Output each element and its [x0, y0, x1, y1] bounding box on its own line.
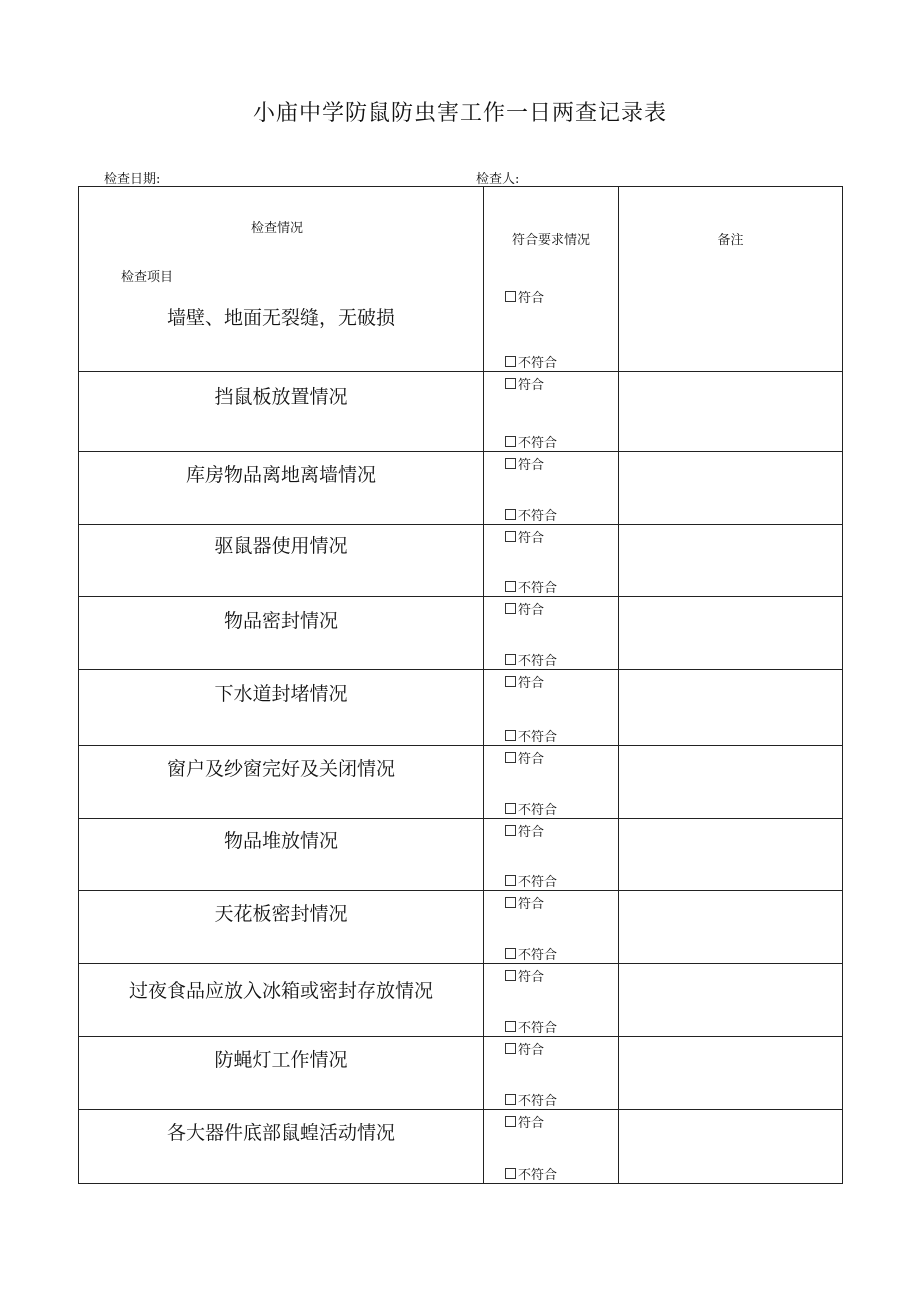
compliant-checkbox-option[interactable] — [505, 893, 544, 912]
inspection-item-text: 墙壁、地面无裂缝，无破损 — [166, 306, 395, 329]
inspection-item-text: 下水道封堵情况 — [214, 683, 348, 705]
checkbox-icon[interactable] — [505, 1021, 516, 1032]
checkbox-icon[interactable] — [505, 581, 516, 592]
noncompliant-label: 不符合 — [518, 1021, 558, 1036]
header-item: 检查项目 — [121, 270, 174, 285]
compliant-checkbox-option[interactable] — [505, 287, 544, 306]
checkbox-icon[interactable] — [505, 356, 516, 367]
checkbox-icon[interactable] — [505, 458, 516, 469]
compliance-cell — [484, 1110, 619, 1183]
noncompliant-label: 不符合 — [518, 1094, 558, 1109]
checkbox-icon[interactable] — [505, 730, 516, 741]
compliance-cell — [484, 746, 619, 818]
inspection-item-cell — [79, 452, 484, 524]
inspection-item-cell — [79, 285, 484, 371]
compliance-cell — [484, 891, 619, 963]
checkbox-icon[interactable] — [505, 897, 516, 908]
noncompliant-label: 不符合 — [518, 948, 558, 963]
checkbox-icon[interactable] — [505, 875, 516, 886]
compliant-checkbox-option[interactable] — [505, 672, 544, 691]
inspection-item-text: 各大器件底部鼠蝗活动情况 — [166, 1122, 395, 1144]
remark-cell[interactable] — [619, 964, 842, 1036]
page-title: 小庙中学防鼠防虫害工作一日两查记录表 — [252, 101, 667, 126]
table-row — [79, 1109, 842, 1183]
compliant-label: 符合 — [518, 752, 545, 767]
checkbox-icon[interactable] — [505, 803, 516, 814]
noncompliant-checkbox-option[interactable] — [505, 1090, 557, 1109]
inspection-item-text: 物品密封情况 — [223, 609, 338, 632]
compliance-cell — [484, 525, 619, 596]
noncompliant-checkbox-option[interactable] — [505, 432, 557, 451]
remark-cell[interactable] — [619, 525, 842, 596]
noncompliant-checkbox-option[interactable] — [505, 944, 557, 963]
compliance-cell — [484, 597, 619, 669]
table-row — [79, 1036, 842, 1109]
noncompliant-checkbox-option[interactable] — [505, 1164, 557, 1183]
compliant-checkbox-option[interactable] — [505, 454, 544, 473]
table-row — [79, 818, 842, 890]
checkbox-icon[interactable] — [505, 1094, 516, 1105]
inspection-item-cell — [79, 670, 484, 745]
table-header-row — [79, 187, 842, 285]
checkbox-icon[interactable] — [505, 603, 516, 614]
noncompliant-label: 不符合 — [518, 1168, 558, 1183]
remark-cell[interactable] — [619, 597, 842, 669]
inspector-label: 检查人: — [476, 172, 520, 187]
noncompliant-checkbox-option[interactable] — [505, 505, 557, 524]
inspection-item-cell — [79, 1037, 484, 1109]
inspection-date-label: 检查日期: — [104, 172, 161, 187]
compliant-label: 符合 — [518, 897, 545, 912]
inspection-table — [78, 186, 843, 1184]
compliant-checkbox-option[interactable] — [505, 1112, 544, 1131]
checkbox-icon[interactable] — [505, 676, 516, 687]
remark-cell[interactable] — [619, 891, 842, 963]
checkbox-icon[interactable] — [505, 948, 516, 959]
checkbox-icon[interactable] — [505, 970, 516, 981]
inspection-item-text: 防蝇灯工作情况 — [214, 1048, 348, 1071]
noncompliant-label: 不符合 — [518, 356, 558, 371]
noncompliant-checkbox-option[interactable] — [505, 871, 557, 890]
checkbox-icon[interactable] — [505, 1168, 516, 1179]
compliant-checkbox-option[interactable] — [505, 1039, 544, 1058]
checkbox-icon[interactable] — [505, 291, 516, 302]
header-compliance-cell — [484, 187, 619, 285]
inspection-item-cell — [79, 964, 484, 1036]
noncompliant-label: 不符合 — [518, 581, 558, 596]
header-remark: 备注 — [717, 233, 744, 248]
compliant-checkbox-option[interactable] — [505, 374, 544, 393]
inspection-item-text: 天花板密封情况 — [214, 902, 348, 925]
inspection-item-text: 挡鼠板放置情况 — [214, 386, 348, 408]
compliance-cell — [484, 819, 619, 890]
checkbox-icon[interactable] — [505, 654, 516, 665]
inspection-item-text: 驱鼠器使用情况 — [214, 535, 348, 557]
noncompliant-checkbox-option[interactable] — [505, 650, 557, 669]
remark-cell[interactable] — [619, 1037, 842, 1109]
compliance-cell — [484, 670, 619, 745]
header-compliance: 符合要求情况 — [511, 233, 590, 248]
compliant-label: 符合 — [518, 1043, 545, 1058]
inspection-item-cell — [79, 525, 484, 596]
table-row — [79, 745, 842, 818]
compliance-cell — [484, 285, 619, 371]
compliance-cell — [484, 964, 619, 1036]
table-row — [79, 890, 842, 963]
table-row — [79, 963, 842, 1036]
compliant-label: 符合 — [518, 291, 545, 306]
inspection-item-cell — [79, 746, 484, 818]
noncompliant-label: 不符合 — [518, 730, 558, 745]
remark-cell[interactable] — [619, 285, 842, 371]
table-row — [79, 596, 842, 669]
noncompliant-label: 不符合 — [518, 509, 558, 524]
inspection-item-cell — [79, 1110, 484, 1183]
inspection-item-cell — [79, 372, 484, 451]
inspection-item-text: 过夜食品应放入冰箱或密封存放情况 — [128, 979, 433, 1002]
table-row — [79, 524, 842, 596]
checkbox-icon[interactable] — [505, 1116, 516, 1127]
checkbox-icon[interactable] — [505, 531, 516, 542]
inspection-item-text: 物品堆放情况 — [223, 830, 338, 852]
noncompliant-checkbox-option[interactable] — [505, 1017, 557, 1036]
compliant-label: 符合 — [518, 458, 545, 473]
noncompliant-checkbox-option[interactable] — [505, 726, 557, 745]
header-diagonal-cell — [79, 187, 484, 285]
remark-cell[interactable] — [619, 746, 842, 818]
checkbox-icon[interactable] — [505, 752, 516, 763]
noncompliant-label: 不符合 — [518, 803, 558, 818]
table-row — [79, 371, 842, 451]
compliant-checkbox-option[interactable] — [505, 821, 544, 840]
inspection-item-text: 库房物品离地离墙情况 — [185, 463, 376, 486]
checkbox-icon[interactable] — [505, 378, 516, 389]
noncompliant-checkbox-option[interactable] — [505, 352, 557, 371]
compliant-label: 符合 — [518, 825, 545, 840]
compliant-checkbox-option[interactable] — [505, 748, 544, 767]
compliant-label: 符合 — [518, 378, 545, 393]
compliant-checkbox-option[interactable] — [505, 527, 544, 546]
compliance-cell — [484, 372, 619, 451]
inspection-item-cell — [79, 819, 484, 890]
inspection-item-cell — [79, 597, 484, 669]
compliant-checkbox-option[interactable] — [505, 966, 544, 985]
header-situation: 检查情况 — [251, 221, 304, 236]
checkbox-icon[interactable] — [505, 509, 516, 520]
compliant-label: 符合 — [518, 970, 545, 985]
compliant-checkbox-option[interactable] — [505, 599, 544, 618]
compliant-label: 符合 — [518, 1116, 545, 1131]
inspection-item-text: 窗户及纱窗完好及关闭情况 — [166, 757, 395, 780]
compliant-label: 符合 — [518, 531, 545, 546]
table-row — [79, 451, 842, 524]
table-row — [79, 669, 842, 745]
header-remark-cell — [619, 187, 842, 285]
noncompliant-label: 不符合 — [518, 436, 558, 451]
remark-cell[interactable] — [619, 670, 842, 745]
compliant-label: 符合 — [518, 676, 545, 691]
noncompliant-checkbox-option[interactable] — [505, 799, 557, 818]
compliant-label: 符合 — [518, 603, 545, 618]
remark-cell[interactable] — [619, 819, 842, 890]
remark-cell[interactable] — [619, 452, 842, 524]
compliance-cell — [484, 1037, 619, 1109]
noncompliant-label: 不符合 — [518, 654, 558, 669]
checkbox-icon[interactable] — [505, 436, 516, 447]
remark-cell[interactable] — [619, 372, 842, 451]
table-row — [79, 285, 842, 371]
compliance-cell — [484, 452, 619, 524]
noncompliant-checkbox-option[interactable] — [505, 577, 557, 596]
checkbox-icon[interactable] — [505, 1043, 516, 1054]
inspection-item-cell — [79, 891, 484, 963]
remark-cell[interactable] — [619, 1110, 842, 1183]
checkbox-icon[interactable] — [505, 825, 516, 836]
noncompliant-label: 不符合 — [518, 875, 558, 890]
